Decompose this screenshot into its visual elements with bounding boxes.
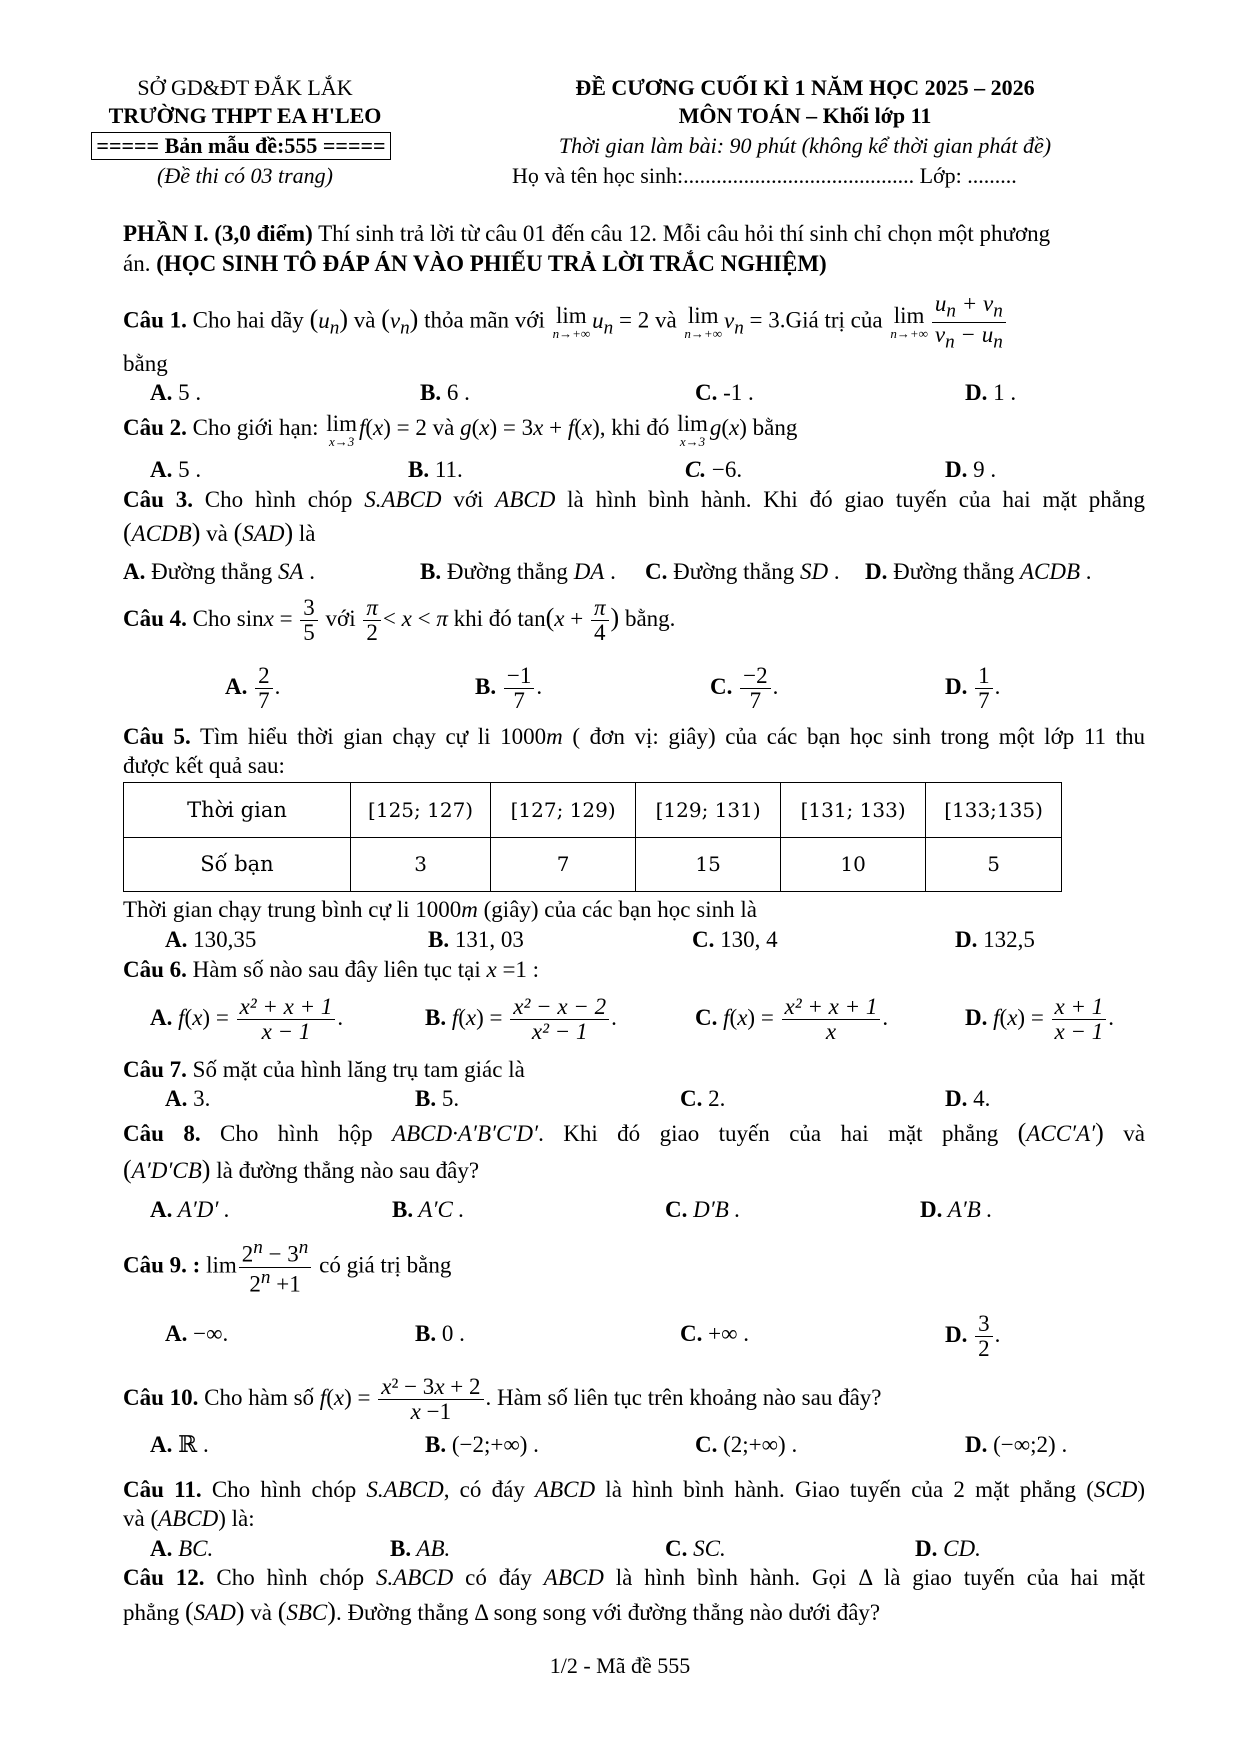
table-cell: [131; 133): [781, 783, 926, 838]
q10-option-d: D. (−∞;2) .: [965, 1432, 1068, 1457]
q10-option-c: C. (2;+∞) .: [695, 1432, 798, 1457]
q8-option-a: A. A′D′ .: [150, 1197, 230, 1222]
table-cell: [129; 131): [636, 783, 781, 838]
q3-option-d: D. Đường thẳng ACDB .: [865, 559, 1092, 584]
question-5-after: Thời gian chạy trung bình cự li 1000m (giây) của các bạn học sinh là: [123, 897, 757, 922]
table-header-cell: Số bạn: [124, 837, 351, 892]
header-exam-title: ĐỀ CƯƠNG CUỐI KÌ 1 NĂM HỌC 2025 – 2026: [575, 75, 1035, 100]
q11-option-b: B. AB.: [390, 1536, 451, 1561]
q9-option-d: D. $\frac{3}{2}$ .: [945, 1311, 1001, 1362]
question-1: Câu 1. Cho hai dãy $(u_n)$ và $(v_n)$ thỏa mãn với lim n→+∞ $u_n = 2$ và lim n→+∞ $v_n$ = 3.Giá trị của lim n→+∞ $\frac{u_n + v_n}{v_n - u_n}$: [123, 292, 1145, 352]
frequency-table: [123, 782, 1062, 892]
question-12-cont: phẳng (SAD) và (SBC). Đường thẳng Δ song song với đường thẳng nào dưới đây?: [123, 1597, 881, 1626]
q11-option-c: C. SC.: [665, 1536, 726, 1561]
q2-option-b: B. 11.: [408, 457, 463, 482]
q7-option-b: B. 5.: [415, 1086, 460, 1111]
table-cell: 3: [351, 837, 491, 892]
q8-option-b: B. A′C .: [392, 1197, 465, 1222]
q5-option-b: B. 131, 03: [428, 927, 524, 952]
q10-option-a: A. ℝ .: [150, 1432, 209, 1457]
header-subject: MÔN TOÁN – Khối lớp 11: [678, 103, 932, 128]
part1-instructions-2: án. (HỌC SINH TÔ ĐÁP ÁN VÀO PHIẾU TRẢ LỜI TRẮC NGHIỆM): [123, 251, 827, 276]
q10-option-b: B. (−2;+∞) .: [425, 1432, 539, 1457]
q3-option-b: B. Đường thẳng DA .: [420, 559, 616, 584]
q4-option-c: C. $\frac{-2}{7}$ .: [710, 663, 779, 714]
table-cell: 10: [781, 837, 926, 892]
header-duration: Thời gian làm bài: 90 phút (không kể thời gian phát đề): [558, 133, 1052, 158]
q8-option-d: D. A′B .: [920, 1197, 993, 1222]
q2-option-d: D. 9 .: [945, 457, 997, 482]
q5-option-c: C. 130, 4: [692, 927, 778, 952]
question-5: Câu 5. Tìm hiểu thời gian chạy cự li 1000m ( đơn vị: giây) của các bạn học sinh trong một lớp 11 thu: [123, 724, 1145, 749]
q11-option-a: A. BC.: [150, 1536, 214, 1561]
table-cell: [127; 129): [491, 783, 636, 838]
table-header-cell: Thời gian: [124, 783, 351, 838]
q9-option-a: A. −∞.: [165, 1321, 229, 1346]
q1-option-d: D. 1 .: [965, 380, 1017, 405]
question-7: Câu 7. Số mặt của hình lăng trụ tam giác là: [123, 1057, 525, 1082]
q1-option-a: A. 5 .: [150, 380, 202, 405]
question-5-cont: được kết quả sau:: [123, 753, 285, 778]
q2-option-a: A. 5 .: [150, 457, 202, 482]
question-11-cont: và (ABCD) là:: [123, 1506, 255, 1531]
q11-option-d: D. CD.: [915, 1536, 981, 1561]
table-cell: 5: [926, 837, 1062, 892]
question-6: Câu 6. Hàm số nào sau đây liên tục tại x =1 :: [123, 957, 540, 982]
table-cell: [125; 127): [351, 783, 491, 838]
q1-option-c: C. -1 .: [695, 380, 754, 405]
q3-option-c: C. Đường thẳng SD .: [645, 559, 840, 584]
question-1-cont: bằng: [123, 351, 168, 376]
question-8-cont: (A′D′CB) là đường thẳng nào sau đây?: [123, 1155, 480, 1184]
q4-option-a: A. $\frac{2}{7}$ .: [225, 663, 281, 714]
question-3: Câu 3. Cho hình chóp S.ABCD với ABCD là hình bình hành. Khi đó giao tuyến của hai mặt phẳng: [123, 487, 1145, 512]
q4-option-d: D. $\frac{1}{7}$ .: [945, 663, 1001, 714]
table-row: [124, 783, 1062, 838]
q9-option-b: B. 0 .: [415, 1321, 465, 1346]
page-footer: 1/2 - Mã đề 555: [549, 1653, 691, 1678]
part1-instructions: PHẦN I. (3,0 điểm) Thí sinh trả lời từ câu 01 đến câu 12. Mỗi câu hỏi thí sinh chỉ chọn một phương: [123, 221, 1051, 246]
q7-option-a: A. 3.: [165, 1086, 211, 1111]
q3-option-a: A. Đường thẳng SA .: [123, 559, 316, 584]
part1-title: PHẦN I. (3,0 điểm): [123, 221, 313, 246]
header-student-name: Họ và tên học sinh:.......................................... Lớp: .........: [512, 163, 1017, 188]
q6-option-c: C. f(x) = $\frac{\text{x² + x + 1}}{x}$ .: [695, 994, 889, 1045]
q4-option-b: B. $\frac{-1}{7}$ .: [475, 663, 543, 714]
q9-option-c: C. +∞ .: [680, 1321, 749, 1346]
question-8: Câu 8. Cho hình hộp ABCD·A′B′C′D′. Khi đó giao tuyến của hai mặt phẳng (ACC′A′) và: [123, 1118, 1145, 1147]
q2-option-c: C. −6.: [685, 457, 743, 482]
q6-option-d: D. f(x) = $\frac{x + 1}{x - 1}$ .: [965, 994, 1115, 1045]
header-school: TRƯỜNG THPT EA H'LEO: [108, 103, 382, 128]
q5-option-d: D. 132,5: [955, 927, 1035, 952]
q1-option-b: B. 6 .: [420, 380, 470, 405]
question-2: Câu 2. Cho giới hạn: lim x→3 f(x) = 2 và g(x) = 3x + f(x), khi đó lim x→3 g(x) bằng: [123, 410, 798, 449]
question-3-cont: (ACDB) và (SAD) là: [123, 518, 316, 547]
question-9: Câu 9. : lim $\frac{2^n - 3^n}{2^n +1}$ có giá trị bằng: [123, 1237, 452, 1297]
question-12: Câu 12. Cho hình chóp S.ABCD có đáy ABCD là hình bình hành. Gọi Δ là giao tuyến của hai mặt: [123, 1565, 1145, 1590]
q6-option-a: A. f(x) = $\frac{\text{x² + x + 1}}{x - 1}$ .: [150, 994, 344, 1045]
header-exam-code: ===== Bản mẫu đề:555 =====: [91, 132, 391, 160]
q8-option-c: C. D′B .: [665, 1197, 741, 1222]
header-page-count: (Đề thi có 03 trang): [157, 163, 333, 188]
table-cell: 7: [491, 837, 636, 892]
table-cell: [133;135): [926, 783, 1062, 838]
q5-option-a: A. 130,35: [165, 927, 257, 952]
q6-option-b: B. f(x) = $\frac{\text{x² − x − 2}}{\text{x² − 1}}$ .: [425, 994, 617, 1045]
question-11: Câu 11. Cho hình chóp S.ABCD, có đáy ABCD là hình bình hành. Giao tuyến của 2 mặt phẳng (SCD): [123, 1477, 1145, 1502]
question-10: Câu 10. Cho hàm số f(x) = $\frac{\text{x² − 3x + 2}}{x -1}$ . Hàm số liên tục trên khoảng nào sau đây?: [123, 1374, 882, 1425]
table-cell: 15: [636, 837, 781, 892]
q7-option-d: D. 4.: [945, 1086, 991, 1111]
header-department: SỞ GD&ĐT ĐẮK LẮK: [137, 75, 353, 100]
table-row: [124, 837, 1062, 892]
q7-option-c: C. 2.: [680, 1086, 726, 1111]
question-4: Câu 4. Cho sinx = $\frac{3}{5}$ với $\frac{\pi}{2}$ < x < π khi đó tan(x + $\frac{\pi}{4}$ ) bằng.: [123, 595, 676, 646]
